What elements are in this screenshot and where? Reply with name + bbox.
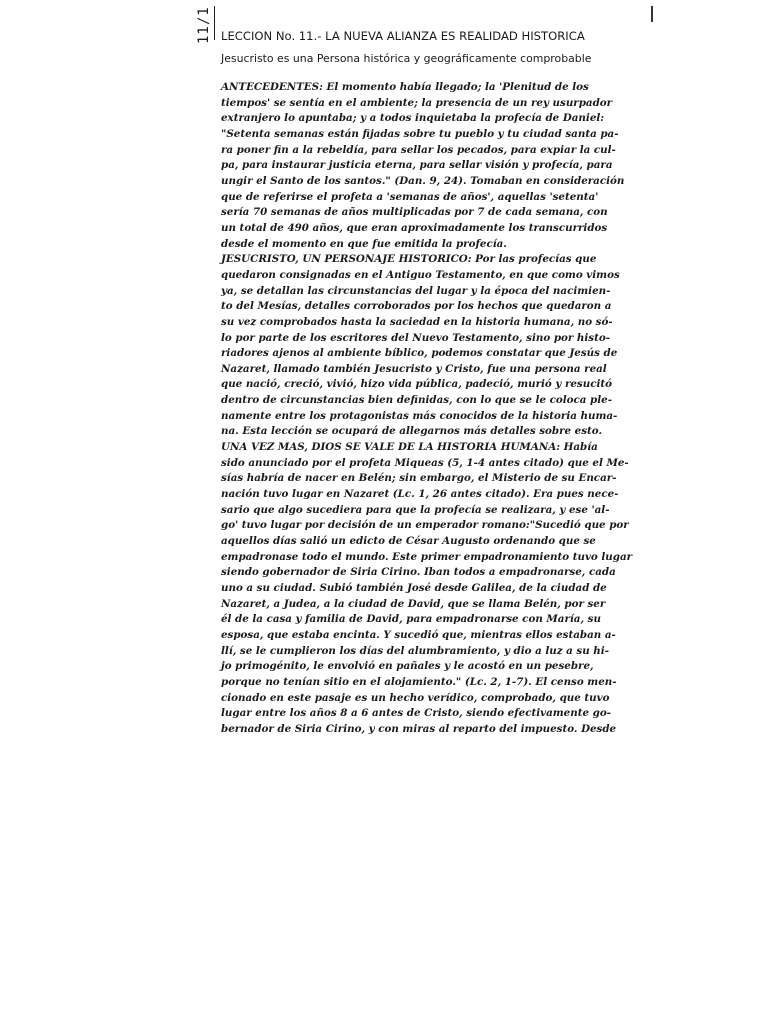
text-line: sario que algo sucediera para que la profecía se realizara, y ese 'al-: [221, 503, 610, 516]
text-line: JESUCRISTO, UN PERSONAJE HISTORICO: Por las profecías que: [221, 253, 597, 266]
text-line: esposa, que estaba encinta. Y sucedió que, mientras ellos estaban a-: [221, 628, 616, 641]
lesson-title: LECCION No. 11.- LA NUEVA ALIANZA ES REALIDAD HISTORICA: [221, 29, 585, 43]
margin-mark: [651, 6, 653, 22]
text-line: aquellos días salió un edicto de César Augusto ordenando que se: [221, 535, 596, 548]
text-line: que de referirse el profeta a 'semanas de años', aquellas 'setenta': [221, 190, 599, 203]
text-line: dentro de circunstancias bien definidas, con lo que se le coloca ple-: [221, 394, 612, 407]
text-line: Nazaret, llamado también Jesucristo y Cristo, fue una persona real: [221, 362, 607, 375]
text-line: uno a su ciudad. Subió también José desde Galilea, de la ciudad de: [221, 582, 607, 594]
text-line: jo primogénito, le envolvió en pañales y le acostó en un pesebre,: [221, 660, 594, 673]
text-line: llí, se le cumplieron los días del alumbramiento, y dio a luz a su hi-: [221, 644, 609, 657]
text-line: go' tuvo lugar por decisión de un emperador romano:"Sucedió que por: [221, 519, 629, 532]
text-line: lugar entre los años 8 a 6 antes de Cristo, siendo efectivamente go-: [221, 707, 611, 720]
text-line: porque no tenían sitio en el alojamiento." (Lc. 2, 1-7). El censo men-: [221, 675, 617, 688]
text-line: ra poner fin a la rebeldía, para sellar los pecados, para expiar la cul-: [221, 143, 616, 156]
text-line: sería 70 semanas de años multiplicadas por 7 de cada semana, con: [221, 206, 608, 219]
page-number: 11/1: [196, 6, 212, 44]
text-line: to del Mesías, detalles corroborados por los hechos que quedaron a: [221, 300, 612, 313]
text-line: cionado en este pasaje es un hecho verídico, comprobado, que tuvo: [221, 691, 610, 704]
text-line: namente entre los protagonistas más conocidos de la historia huma-: [221, 409, 618, 422]
text-line: ya, se detallan las circunstancias del lugar y la época del nacimien-: [221, 284, 611, 297]
text-line: na. Esta lección se ocupará de allegarnos más detalles sobre esto.: [221, 425, 603, 438]
body-text: [221, 80, 633, 738]
text-line: siendo gobernador de Siria Cirino. Iban todos a empadronarse, cada: [221, 566, 616, 579]
text-line: "Setenta semanas están fijadas sobre tu pueblo y tu ciudad santa pa-: [221, 127, 619, 140]
text-line: él de la casa y familia de David, para empadronarse con María, su: [221, 613, 601, 626]
text-line: pa, para instaurar justicia eterna, para sellar visión y profecía, para: [221, 159, 613, 172]
text-line: bernador de Siria Cirino, y con miras al reparto del impuesto. Desde: [221, 722, 617, 735]
text-line: tiempos' se sentía en el ambiente; la presencia de un rey usurpador: [221, 96, 613, 109]
text-line: Nazaret, a Judea, a la ciudad de David, que se llama Belén, por ser: [221, 597, 606, 610]
text-line: UNA VEZ MAS, DIOS SE VALE DE LA HISTORIA HUMANA: Había: [221, 441, 598, 454]
text-line: sido anunciado por el profeta Miqueas (5, 1-4 antes citado) que el Me-: [221, 456, 629, 469]
text-line: su vez comprobados hasta la saciedad en la historia humana, no só-: [221, 315, 613, 328]
text-line: ungir el Santo de los santos." (Dan. 9, 24). Tomaban en consideración: [221, 174, 625, 187]
text-line: quedaron consignadas en el Antiguo Testamento, en que como vimos: [221, 268, 620, 281]
text-line: desde el momento en que fue emitida la profecía.: [221, 237, 507, 250]
text-line: riadores ajenos al ambiente bíblico, podemos constatar que Jesús de: [221, 347, 618, 360]
text-line: nación tuvo lugar en Nazaret (Lc. 1, 26 antes citado). Era pues nece-: [221, 488, 619, 501]
lesson-subtitle: Jesucristo es una Persona histórica y geográficamente comprobable: [221, 52, 592, 65]
text-line: empadronase todo el mundo. Este primer empadronamiento tuvo lugar: [221, 550, 633, 563]
text-line: extranjero lo apuntaba; y a todos inquietaba la profecía de Daniel:: [221, 112, 605, 125]
text-line: que nació, creció, vivió, hizo vida pública, padeció, murió y resucitó: [221, 378, 613, 391]
text-line: un total de 490 años, que eran aproximadamente los transcurridos: [221, 221, 608, 234]
page-number-rule: [214, 6, 215, 40]
text-line: ANTECEDENTES: El momento había llegado; la 'Plenitud de los: [221, 81, 589, 93]
text-line: lo por parte de los escritores del Nuevo Testamento, sino por histo-: [221, 331, 610, 344]
text-line: sías habría de nacer en Belén; sin embargo, el Misterio de su Encar-: [221, 472, 617, 485]
